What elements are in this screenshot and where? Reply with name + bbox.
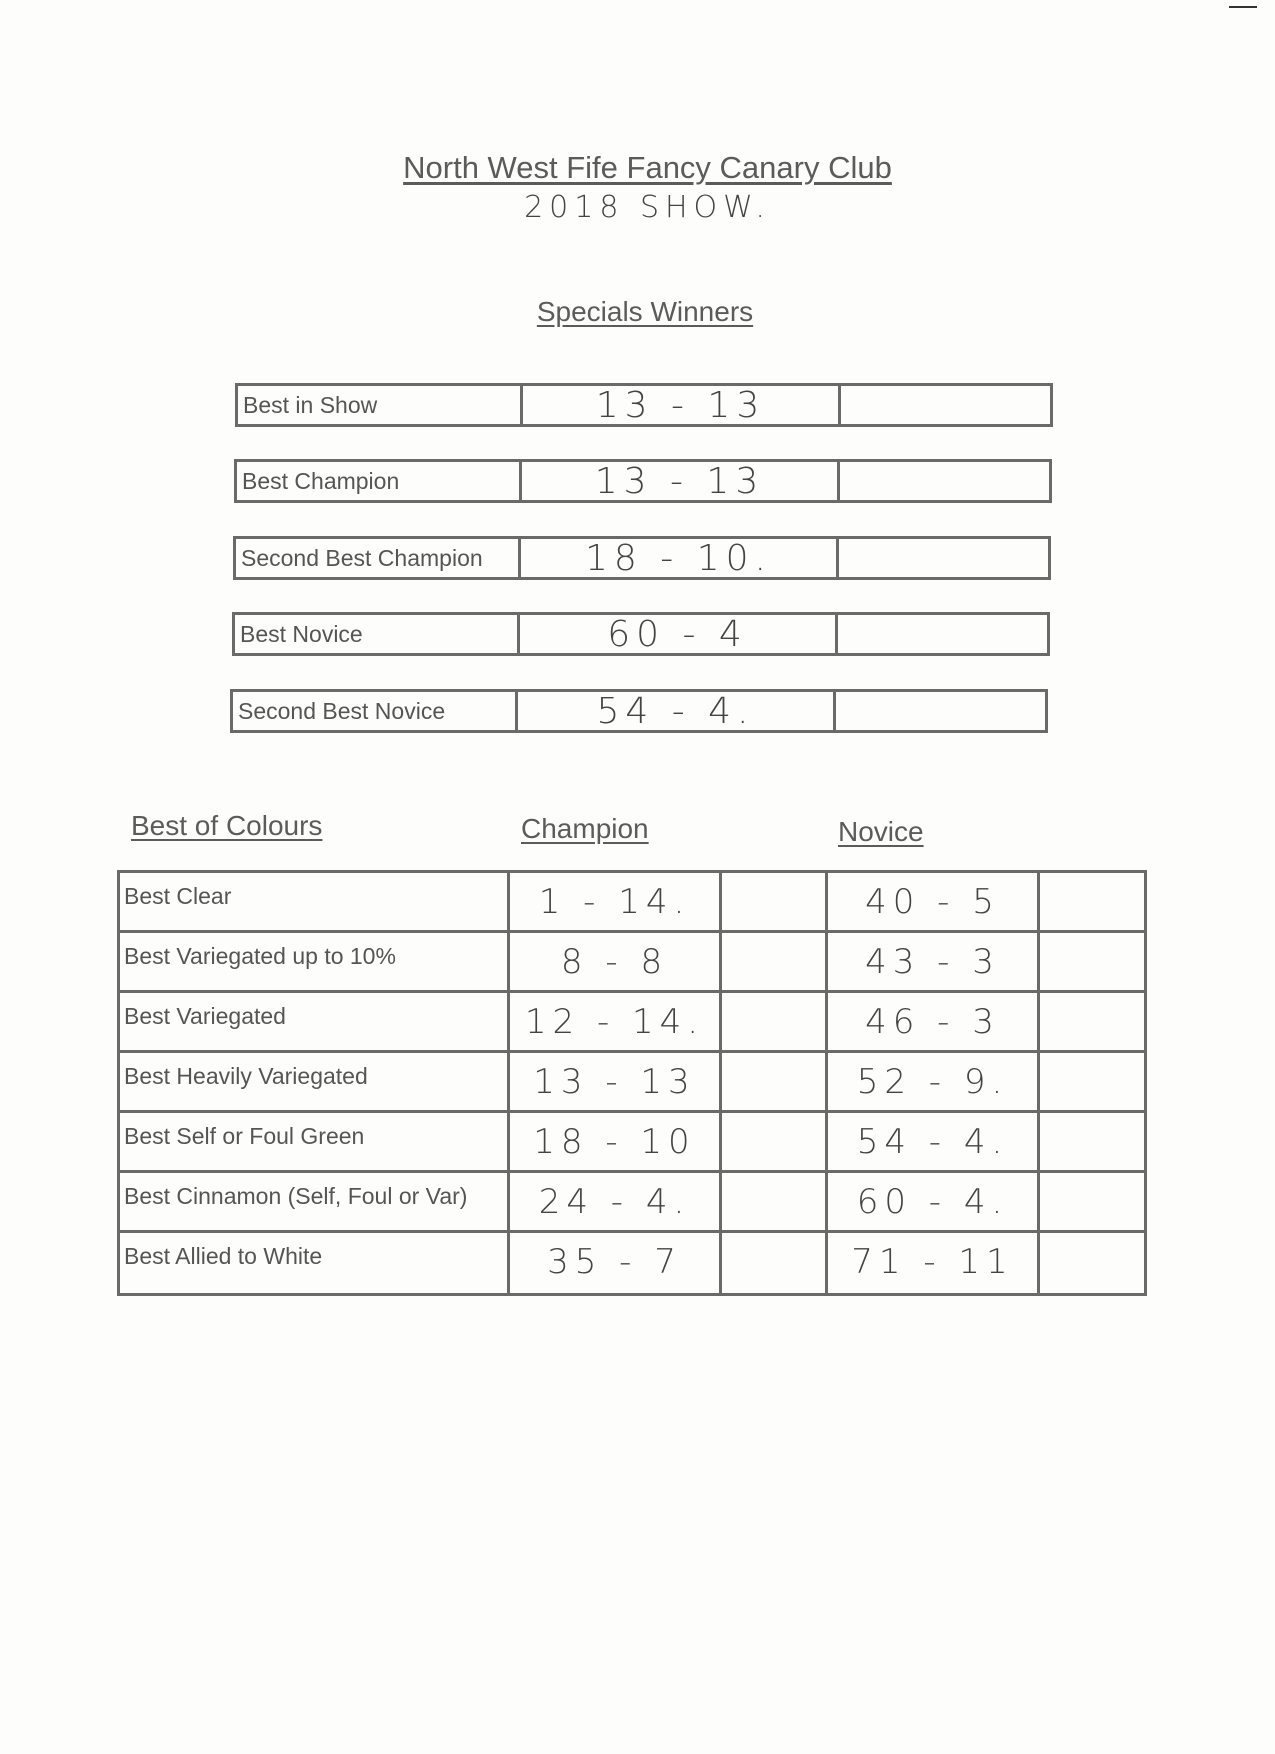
special-value: 18 - 10. — [521, 539, 839, 577]
blank-cell — [722, 873, 828, 930]
table-row — [120, 1173, 1144, 1233]
special-blank-cell — [839, 539, 1048, 577]
table-row — [120, 993, 1144, 1053]
colour-label: Best Clear — [120, 873, 510, 930]
champion-value: 24 - 4. — [510, 1173, 722, 1230]
champion-value: 35 - 7 — [510, 1233, 722, 1293]
blank-cell — [722, 1233, 828, 1293]
novice-heading: Novice — [838, 816, 924, 847]
table-row — [120, 873, 1144, 933]
novice-value: 46 - 3 — [828, 993, 1040, 1050]
novice-value: 60 - 4. — [828, 1173, 1040, 1230]
table-row — [120, 1053, 1144, 1113]
document-title: North West Fife Fancy Canary Club — [403, 150, 892, 185]
table-row — [120, 1113, 1144, 1173]
special-value: 60 - 4 — [520, 615, 838, 653]
special-row-best-champion — [234, 459, 1052, 503]
blank-cell — [722, 933, 828, 990]
blank-cell — [722, 993, 828, 1050]
special-value: 13 - 13 — [523, 386, 841, 424]
colour-label: Best Variegated up to 10% — [120, 933, 510, 990]
novice-value: 52 - 9. — [828, 1053, 1040, 1110]
special-value: 13 - 13 — [522, 462, 840, 500]
champion-value: 18 - 10 — [510, 1113, 722, 1170]
blank-cell — [1040, 1173, 1144, 1230]
special-label: Best Novice — [235, 615, 520, 653]
special-label: Second Best Champion — [236, 539, 521, 577]
table-row — [120, 1233, 1144, 1293]
special-label: Best Champion — [237, 462, 522, 500]
champion-heading: Champion — [521, 813, 649, 844]
novice-value: 43 - 3 — [828, 933, 1040, 990]
special-blank-cell — [840, 462, 1049, 500]
special-blank-cell — [841, 386, 1050, 424]
colour-label: Best Self or Foul Green — [120, 1113, 510, 1170]
champion-value: 12 - 14. — [510, 993, 722, 1050]
colours-table — [117, 870, 1147, 1296]
champion-value: 8 - 8 — [510, 933, 722, 990]
blank-cell — [722, 1113, 828, 1170]
novice-value: 40 - 5 — [828, 873, 1040, 930]
champion-value: 1 - 14. — [510, 873, 722, 930]
special-label: Second Best Novice — [233, 692, 518, 730]
blank-cell — [1040, 1053, 1144, 1110]
special-row-second-best-champion — [233, 536, 1051, 580]
special-row-second-best-novice — [230, 689, 1048, 733]
special-value: 54 - 4. — [518, 692, 836, 730]
blank-cell — [1040, 993, 1144, 1050]
blank-cell — [722, 1173, 828, 1230]
specials-heading: Specials Winners — [536, 296, 754, 327]
special-blank-cell — [838, 615, 1047, 653]
colour-label: Best Cinnamon (Self, Foul or Var) — [120, 1173, 510, 1230]
champion-value: 13 - 13 — [510, 1053, 722, 1110]
special-label: Best in Show — [238, 386, 523, 424]
special-row-best-novice — [232, 612, 1050, 656]
blank-cell — [1040, 1113, 1144, 1170]
blank-cell — [1040, 933, 1144, 990]
scan-mark — [1229, 6, 1257, 8]
colours-heading: Best of Colours — [131, 810, 323, 841]
colour-label: Best Heavily Variegated — [120, 1053, 510, 1110]
blank-cell — [722, 1053, 828, 1110]
colour-label: Best Variegated — [120, 993, 510, 1050]
special-blank-cell — [836, 692, 1045, 730]
novice-value: 54 - 4. — [828, 1113, 1040, 1170]
special-row-best-in-show — [235, 383, 1053, 427]
blank-cell — [1040, 1233, 1144, 1293]
colour-label: Best Allied to White — [120, 1233, 510, 1293]
blank-cell — [1040, 873, 1144, 930]
document-subtitle: 2018 SHOW. — [524, 190, 771, 225]
novice-value: 71 - 11 — [828, 1233, 1040, 1293]
table-row — [120, 933, 1144, 993]
